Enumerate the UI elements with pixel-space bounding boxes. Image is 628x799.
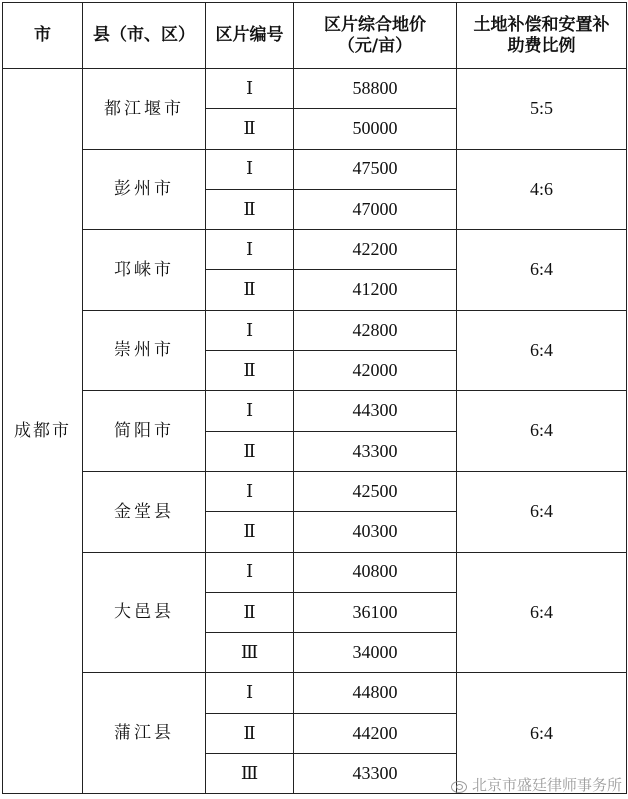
price-cell: 44300	[294, 391, 457, 431]
county-cell: 金堂县	[83, 471, 206, 552]
zone-cell: Ⅰ	[206, 471, 294, 511]
ratio-cell: 6:4	[457, 391, 627, 472]
price-cell: 58800	[294, 69, 457, 109]
zone-cell: Ⅰ	[206, 69, 294, 109]
ratio-cell: 6:4	[457, 230, 627, 311]
price-cell: 34000	[294, 633, 457, 673]
price-cell: 47000	[294, 189, 457, 229]
zone-cell: Ⅰ	[206, 149, 294, 189]
zone-cell: Ⅱ	[206, 109, 294, 149]
watermark-text: 北京市盛廷律师事务所	[471, 776, 622, 794]
header-price-line1: 区片综合地价	[324, 15, 426, 36]
table-body	[3, 69, 627, 794]
zone-cell: Ⅱ	[206, 351, 294, 391]
table-row	[3, 230, 627, 270]
county-cell: 都江堰市	[83, 69, 206, 150]
county-cell: 蒲江县	[83, 673, 206, 794]
price-cell: 42800	[294, 310, 457, 350]
county-cell: 大邑县	[83, 552, 206, 673]
zone-cell: Ⅱ	[206, 512, 294, 552]
price-cell: 43300	[294, 754, 457, 794]
header-county: 县（市、区）	[83, 3, 206, 69]
county-cell: 彭州市	[83, 149, 206, 230]
county-cell: 简阳市	[83, 391, 206, 472]
zone-cell: Ⅱ	[206, 431, 294, 471]
table-row	[3, 310, 627, 350]
price-cell: 43300	[294, 431, 457, 471]
zone-cell: Ⅲ	[206, 754, 294, 794]
zone-cell: Ⅰ	[206, 310, 294, 350]
ratio-cell: 6:4	[457, 673, 627, 794]
header-price	[294, 3, 457, 69]
header-ratio-line1: 土地补偿和安置补	[473, 15, 610, 36]
ratio-cell: 5:5	[457, 69, 627, 150]
price-cell: 42500	[294, 471, 457, 511]
price-cell: 36100	[294, 592, 457, 632]
price-cell: 40300	[294, 512, 457, 552]
zone-cell: Ⅰ	[206, 552, 294, 592]
ratio-cell: 6:4	[457, 471, 627, 552]
price-cell: 44800	[294, 673, 457, 713]
price-cell: 42000	[294, 351, 457, 391]
price-cell: 50000	[294, 109, 457, 149]
price-cell: 40800	[294, 552, 457, 592]
zone-cell: Ⅰ	[206, 230, 294, 270]
watermark	[450, 774, 622, 795]
zone-cell: Ⅱ	[206, 592, 294, 632]
zone-cell: Ⅱ	[206, 189, 294, 229]
table-row	[3, 391, 627, 431]
price-cell: 44200	[294, 713, 457, 753]
land-price-table	[2, 2, 627, 794]
county-cell: 崇州市	[83, 310, 206, 391]
price-cell: 41200	[294, 270, 457, 310]
table-header-row	[3, 3, 627, 69]
ratio-cell: 6:4	[457, 552, 627, 673]
header-ratio-line2: 助费比例	[507, 35, 576, 56]
table-row	[3, 471, 627, 511]
ratio-cell: 6:4	[457, 310, 627, 391]
ratio-cell: 4:6	[457, 149, 627, 230]
zone-cell: Ⅲ	[206, 633, 294, 673]
table-row	[3, 149, 627, 189]
header-city: 市	[3, 3, 83, 69]
header-zone: 区片编号	[206, 3, 294, 69]
zone-cell: Ⅱ	[206, 270, 294, 310]
zone-cell: Ⅰ	[206, 673, 294, 713]
county-cell: 邛崃市	[83, 230, 206, 311]
zone-cell: Ⅰ	[206, 391, 294, 431]
table-row	[3, 552, 627, 592]
price-cell: 47500	[294, 149, 457, 189]
table-row	[3, 673, 627, 713]
table-row	[3, 69, 627, 109]
header-price-line2: （元/亩）	[337, 35, 413, 56]
zone-cell: Ⅱ	[206, 713, 294, 753]
header-ratio	[457, 3, 627, 69]
weibo-icon	[450, 778, 468, 792]
price-cell: 42200	[294, 230, 457, 270]
city-cell: 成都市	[3, 69, 83, 794]
